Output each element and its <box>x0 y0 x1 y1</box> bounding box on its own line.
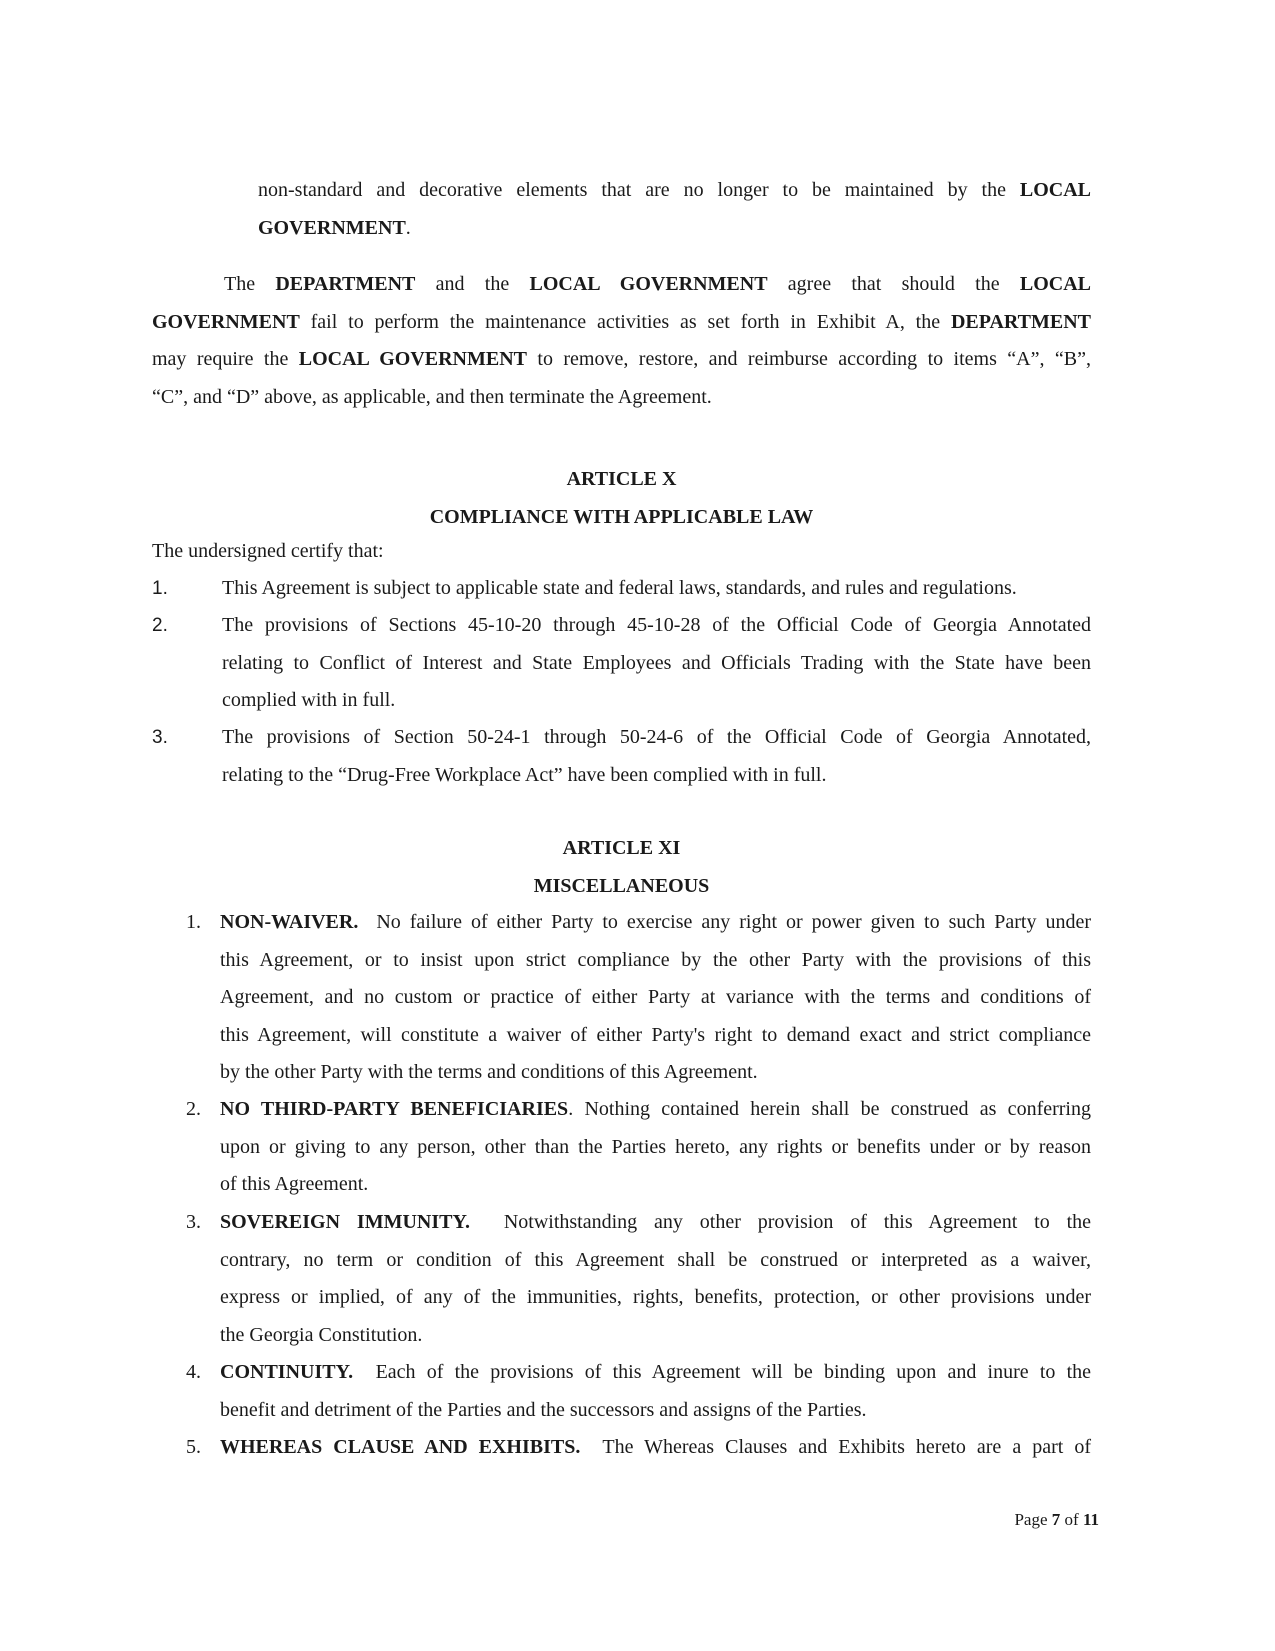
list-number: 5. <box>186 1436 201 1458</box>
text-line: GOVERNMENT. <box>258 216 411 239</box>
text-line: “C”, and “D” above, as applicable, and then terminate the Agreement. <box>152 385 712 408</box>
list-item: NON-WAIVER. No failure of either Party to exercise any right or power given to such Party under this Agreement, or to insist upon strict compliance by the other Party with the provisions of this Agreement, and no custom or practice of either Party at variance with the terms and conditions of this Agreement, will constitute a waiver of either Party's right to demand exact and strict compliance by the other Party with the terms and conditions of this Agreement. <box>220 911 1091 1083</box>
intro-paragraph <box>258 172 1091 247</box>
list-item: SOVEREIGN IMMUNITY. Notwithstanding any other provision of this Agreement to the contrary, no term or condition of this Agreement shall be construed or interpreted as a waiver, express or implied, of any of the immunities, rights, benefits, protection, or other provisions under the Georgia Constitution. <box>220 1211 1091 1346</box>
article-11-heading <box>152 830 1091 905</box>
text-line: non-standard and decorative elements that are no longer to be maintained by the LOCAL <box>258 179 1091 201</box>
list-item: The provisions of Section 50-24-1 through 50-24-6 of the Official Code of Georgia Annotated, relating to the “Drug-Free Workplace Act” have been complied with in full. <box>222 726 1091 786</box>
list-item: CONTINUITY. Each of the provisions of this Agreement will be binding upon and inure to the benefit and detriment of the Parties and the successors and assigns of the Parties. <box>220 1361 1091 1421</box>
page-number: Page 7 of 11 <box>1014 1510 1099 1529</box>
list-number: 1. <box>186 911 201 933</box>
article-title: ARTICLE X <box>566 468 677 490</box>
article-10-lead: The undersigned certify that: <box>152 540 384 562</box>
list-item: NO THIRD-PARTY BENEFICIARIES. Nothing contained herein shall be construed as conferring upon or giving to any person, other than the Parties hereto, any rights or benefits under or by reason of this Agreement. <box>220 1098 1091 1195</box>
list-item: WHEREAS CLAUSE AND EXHIBITS. The Whereas Clauses and Exhibits hereto are a part of <box>220 1436 1091 1458</box>
text-line: may require the LOCAL GOVERNMENT to remove, restore, and reimburse according to items “A”, “B”, <box>152 348 1091 370</box>
termination-paragraph <box>152 266 1091 416</box>
list-number: 4. <box>186 1361 201 1383</box>
text-line: GOVERNMENT fail to perform the maintenance activities as set forth in Exhibit A, the DEPARTMENT <box>152 310 1091 333</box>
list-number: 1. <box>152 578 168 599</box>
list-number: 3. <box>152 727 168 748</box>
list-number: 2. <box>152 615 168 636</box>
article-10-heading <box>152 461 1091 536</box>
list-item: The provisions of Sections 45-10-20 through 45-10-28 of the Official Code of Georgia Annotated relating to Conflict of Interest and State Employees and Officials Trading with the State have been complied with in full. <box>222 614 1091 711</box>
article-subtitle: MISCELLANEOUS <box>533 874 710 897</box>
list-item: This Agreement is subject to applicable state and federal laws, standards, and rules and regulations. <box>222 577 1017 599</box>
list-number: 2. <box>186 1098 201 1120</box>
list-number: 3. <box>186 1211 201 1233</box>
article-subtitle: COMPLIANCE WITH APPLICABLE LAW <box>429 505 814 528</box>
article-title: ARTICLE XI <box>562 837 681 859</box>
text-line: The DEPARTMENT and the LOCAL GOVERNMENT agree that should the LOCAL <box>224 273 1092 295</box>
